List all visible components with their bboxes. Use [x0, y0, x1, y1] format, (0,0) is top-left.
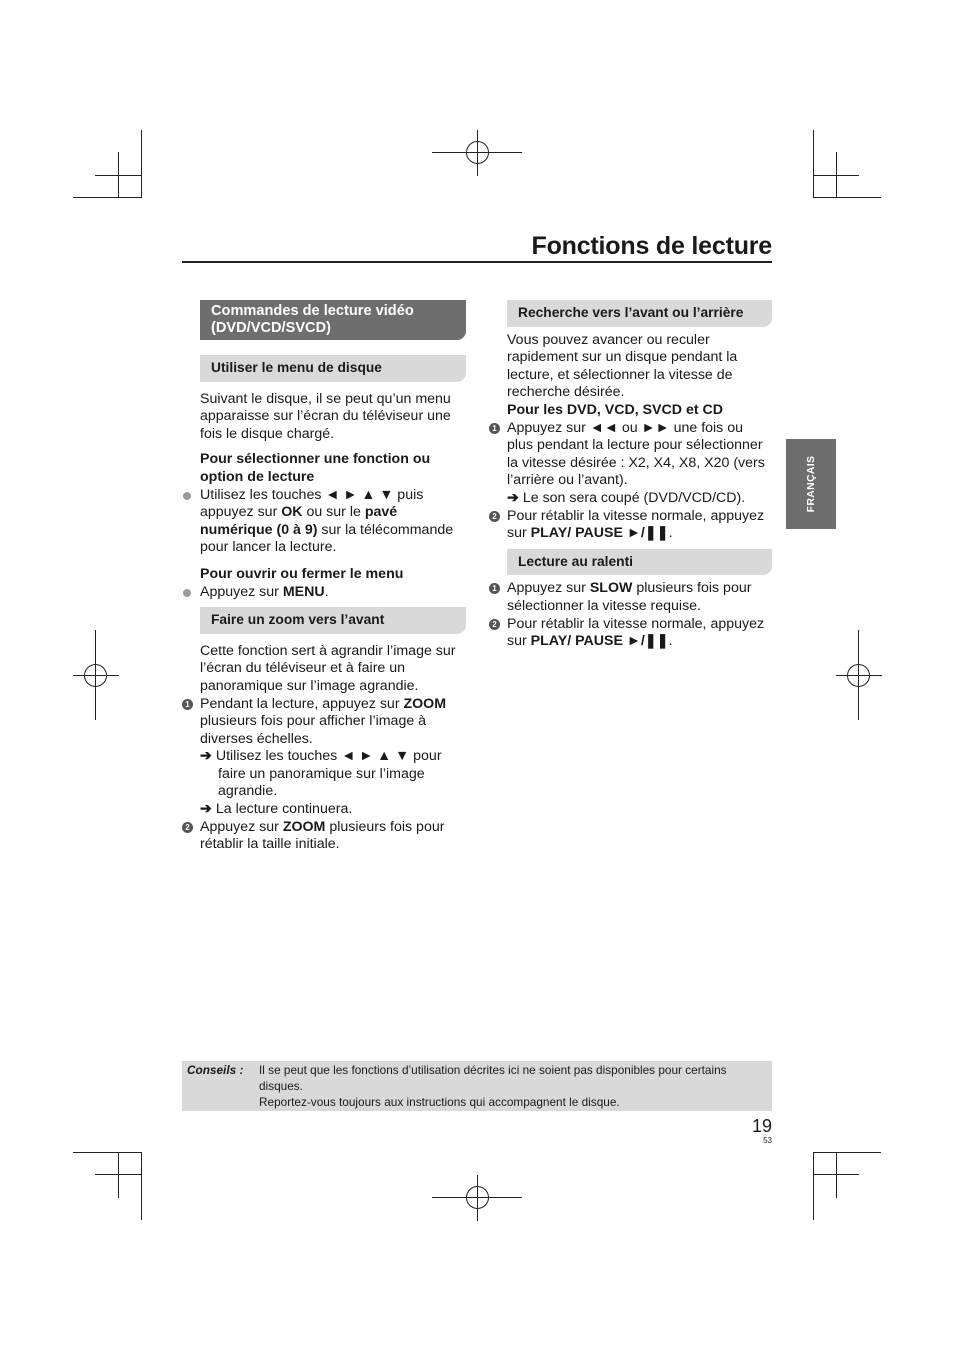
title-rule — [182, 261, 772, 263]
search-intro: Vous pouvez avancer ou reculer rapidement sur un disque pendant la lecture, et sélectionner la vitesse de recherche désirée. — [507, 331, 738, 401]
language-tab — [786, 439, 836, 529]
arrow-icon: ➔ — [507, 489, 519, 506]
tips-label: Conseils : — [187, 1063, 244, 1077]
zoom-header: Faire un zoom vers l’avant — [200, 607, 466, 634]
slow-step-1: 1 Appuyez sur SLOW plusieurs fois pour sélectionner la vitesse requise. — [489, 580, 772, 615]
select-function-heading: Pour sélectionner une fonction ou option de lecture — [200, 451, 431, 485]
language-tab-label: FRANÇAIS — [805, 455, 817, 513]
disc-menu-header: Utiliser le menu de disque — [200, 355, 466, 382]
disc-menu-intro: Suivant le disque, il se peut qu’un menu apparaisse sur l’écran du téléviseur une fois le disque chargé. — [200, 390, 451, 442]
search-substep-sound: ➔ Le son sera coupé (DVD/VCD/CD). — [507, 489, 746, 506]
arrow-icon: ➔ — [200, 801, 212, 818]
search-step-2: 2 Pour rétablir la vitesse normale, appuyez sur PLAY/ PAUSE ►/❚❚. — [489, 508, 772, 543]
page-number-small: 53 — [763, 1136, 772, 1145]
open-menu-heading: Pour ouvrir ou fermer le menu — [200, 565, 404, 582]
bullet-icon — [183, 492, 191, 500]
zoom-step-2: 2 Appuyez sur ZOOM plusieurs fois pour rétablir la taille initiale. — [182, 819, 466, 854]
left-column — [182, 300, 466, 854]
zoom-intro: Cette fonction sert à agrandir l’image sur l’écran du téléviseur et à faire un panoramique sur l’image agrandie. — [200, 642, 456, 694]
section-header: Commandes de lecture vidéo (DVD/VCD/SVCD) — [200, 300, 466, 340]
slow-header: Lecture au ralenti — [507, 549, 772, 576]
page-number: 19 — [751, 1116, 772, 1136]
slow-step-2: 2 Pour rétablir la vitesse normale, appuyez sur PLAY/ PAUSE ►/❚❚. — [489, 616, 772, 651]
right-column — [489, 300, 772, 651]
step-1-icon: 1 — [489, 423, 500, 434]
step-1-icon: 1 — [489, 583, 500, 594]
tips-line-1: Il se peut que les fonctions d’utilisation décrites ici ne soient pas disponibles pour certains disques. — [259, 1063, 727, 1093]
step-2-icon: 2 — [489, 619, 500, 630]
tips-line-2: Reportez-vous toujours aux instructions qui accompagnent le disque. — [259, 1095, 620, 1109]
search-step-1: 1 Appuyez sur ◄◄ ou ►► une fois ou plus pendant la lecture pour sélectionner la vitesse désirée : X2, X4, X8, X20 (vers l’arrière ou l’avant). — [489, 420, 772, 490]
open-menu-step: Appuyez sur MENU. — [182, 584, 466, 602]
zoom-substep-pan: ➔ Utilisez les touches ◄ ► ▲ ▼ pour faire un panoramique sur l’image agrandie. — [200, 748, 442, 800]
step-2-icon: 2 — [182, 822, 193, 833]
page-title: Fonctions de lecture — [531, 232, 772, 260]
bullet-icon — [183, 589, 191, 597]
arrow-icon: ➔ — [200, 748, 212, 765]
step-2-icon: 2 — [489, 511, 500, 522]
zoom-step-1: 1 Pendant la lecture, appuyez sur ZOOM plusieurs fois pour afficher l’image à diverses échelles. — [182, 696, 466, 749]
tips-box — [182, 1061, 772, 1111]
select-function-step: Utilisez les touches ◄ ► ▲ ▼ puis appuyez sur OK ou sur le pavé numérique (0 à 9) sur la télécommande pour lancer la lecture. — [182, 487, 466, 557]
search-subheading: Pour les DVD, VCD, SVCD et CD — [507, 401, 724, 418]
search-header: Recherche vers l’avant ou l’arrière — [507, 300, 772, 327]
step-1-icon: 1 — [182, 699, 193, 710]
zoom-substep-continue: ➔ La lecture continuera. — [200, 801, 353, 818]
